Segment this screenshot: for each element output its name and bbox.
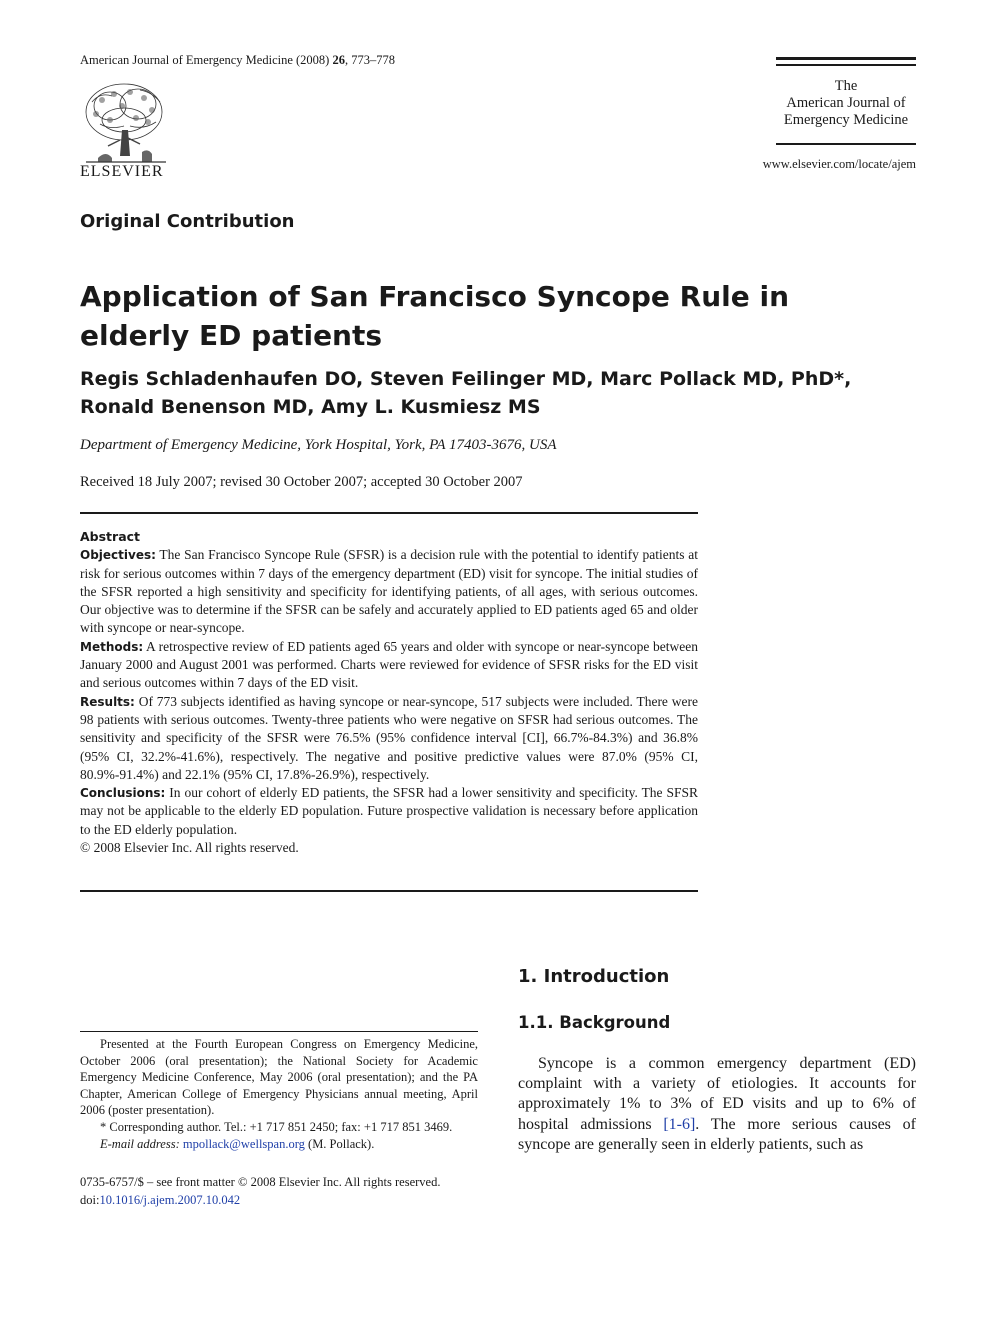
article-title: Application of San Francisco Syncope Rule in elderly ED patients [80, 280, 789, 352]
abstract-rule-top [80, 512, 698, 514]
abstract-copyright: © 2008 Elsevier Inc. All rights reserved. [80, 840, 299, 856]
author-list: Regis Schladenhaufen DO, Steven Feilinger MD, Marc Pollack MD, PhD*, Ronald Benenson MD, Amy L. Kusmiesz MS [80, 368, 852, 418]
intro-paragraph: Syncope is a common emergency department (ED) complaint with a variety of etiologies. It accounts for approximately 1% to 3% of ED visits and up to 6% of hospital admissions [1-6]. The more serious causes of syncope are generally seen in elderly patients, such as [518, 1055, 916, 1153]
email-link[interactable]: mpollack@wellspan.org [182, 1136, 305, 1151]
reference-link[interactable]: [1-6] [663, 1115, 696, 1133]
journal-url[interactable]: www.elsevier.com/locate/ajem [762, 157, 916, 171]
section-heading-introduction: 1. Introduction [518, 966, 670, 987]
footnote-rule [80, 1031, 478, 1032]
article-type: Original Contribution [80, 211, 295, 232]
abstract-conclusions: Conclusions: In our cohort of elderly ED patients, the SFSR had a lower sensitivity and specificity. The SFSR may not be applicable to the elderly ED population. Future prospective validation is necessary before application to the ED elderly population. [80, 785, 698, 837]
subsection-heading-background: 1.1. Background [518, 1013, 671, 1032]
abstract [80, 528, 698, 857]
affiliation: Department of Emergency Medicine, York Hospital, York, PA 17403-3676, USA [80, 437, 557, 453]
doi-link[interactable]: 10.1016/j.ajem.2007.10.042 [99, 1193, 241, 1207]
abstract-objectives: Objectives: The San Francisco Syncope Rule (SFSR) is a decision rule with the potential to identify patients at risk for serious outcomes within 7 days of the emergency department (ED) visit for syncope. The initial studies of the SFSR reported a high sensitivity and specificity for identifying patients, of all ages, with serious outcomes. Our objective was to determine if the SFSR can be safely and accurately applied to ED patients aged 65 and older with syncope or near-syncope. [80, 547, 698, 636]
footnote-presented: Presented at the Fourth European Congress on Emergency Medicine, October 2006 (oral presentation); the National Society for Academic Emergency Medicine Conference, May 2006 (oral presentation); and the PA Chapter, American College of Emergency Physicians annual meeting, April 2006 (poster presentation). [80, 1037, 478, 1118]
journal-citation: American Journal of Emergency Medicine (2008) 26, 773–778 [80, 53, 395, 67]
footnotes [80, 1036, 478, 1152]
abstract-rule-bottom [80, 890, 698, 892]
front-matter-info [80, 1173, 478, 1209]
journal-masthead: The American Journal of Emergency Medicine [783, 78, 909, 128]
issn-line: 0735-6757/$ – see front matter © 2008 Elsevier Inc. All rights reserved. [80, 1175, 441, 1189]
received-dates: Received 18 July 2007; revised 30 October 2007; accepted 30 October 2007 [80, 474, 523, 490]
header-rule-top-2 [776, 64, 916, 66]
footnote-email: E-mail address: mpollack@wellspan.org (M. Pollack). [100, 1136, 375, 1151]
header-rule-bottom [776, 143, 916, 145]
abstract-heading: Abstract [80, 529, 141, 544]
footnote-corresponding: * Corresponding author. Tel.: +1 717 851 2450; fax: +1 717 851 3469. [100, 1119, 453, 1134]
abstract-methods: Methods: A retrospective review of ED patients aged 65 years and older with syncope or near-syncope between January 2000 and August 2001 was performed. Charts were reviewed for evidence of SFSR risks for the ED visit and serious outcomes within 7 days of the ED visit. [80, 638, 698, 691]
doi-line: doi:10.1016/j.ajem.2007.10.042 [80, 1193, 241, 1207]
header-rule-top [776, 57, 916, 60]
elsevier-wordmark: ELSEVIER [80, 163, 164, 180]
abstract-results: Results: Of 773 subjects identified as having syncope or near-syncope, 517 subjects were included. There were 98 patients with serious outcomes. Twenty-three patients who were negative on SFSR had serious outcomes. The sensitivity and specificity of the SFSR were 76.5% (95% confidence interval [CI], 66.7%-84.3%) and 36.8% (95% CI, 32.2%-41.6%), respectively. The negative and positive predictive values were 87.0% (95% CI, 80.9%-91.4%) and 22.1% (95% CI, 17.8%-26.9%), respectively. [80, 693, 698, 782]
